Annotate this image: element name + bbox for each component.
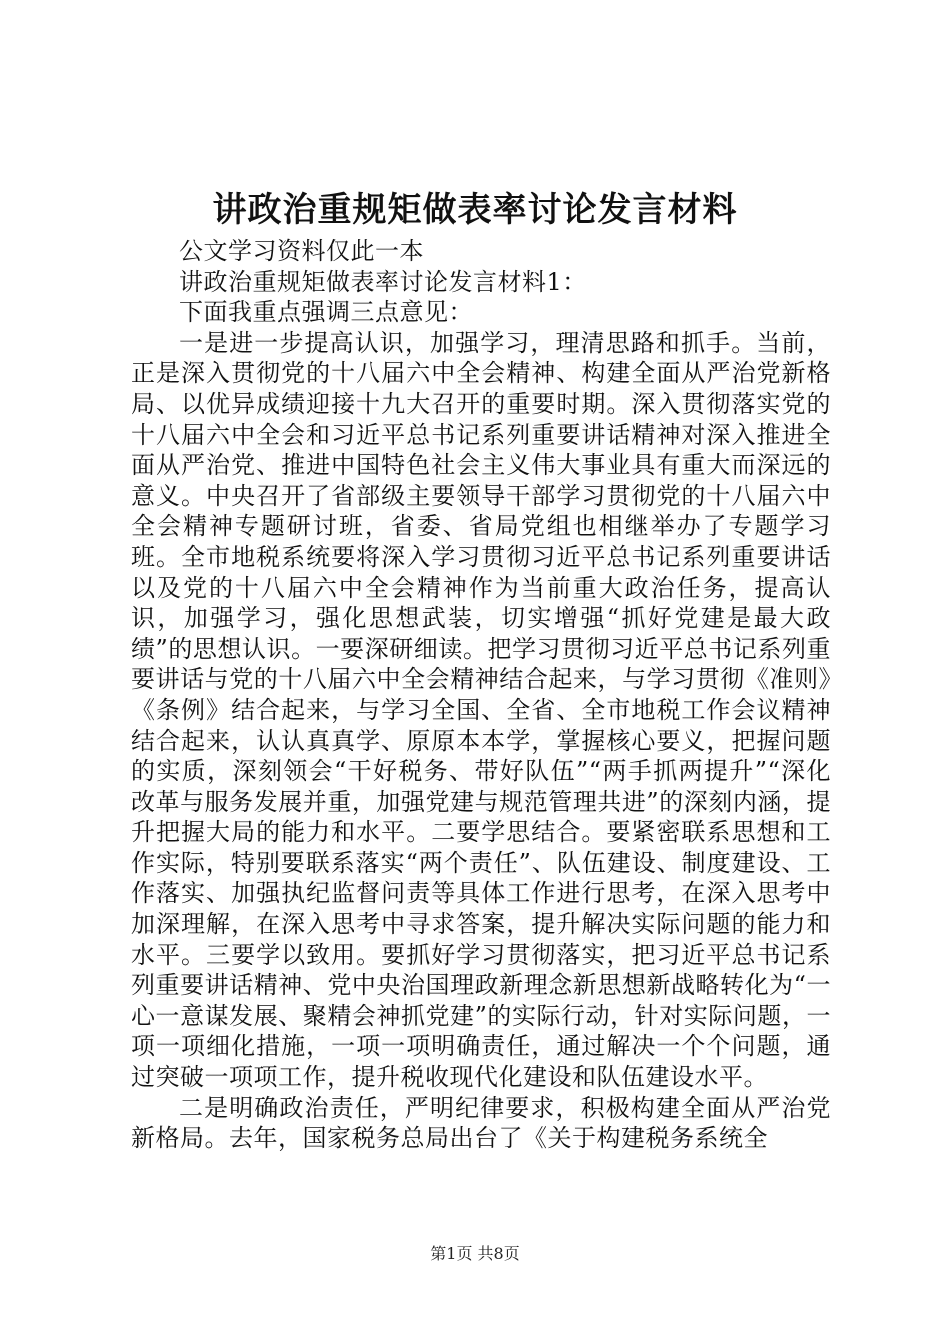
paragraph-note: 公文学习资料仅此一本 bbox=[179, 237, 424, 265]
document-body bbox=[131, 236, 831, 1154]
paragraph-subtitle: 讲政治重规矩做表率讨论发言材料1： bbox=[179, 267, 587, 296]
page-number-footer: 第1页 共8页 bbox=[430, 1244, 520, 1263]
paragraph-point-two: 二是明确政治责任，严明纪律要求，积极构建全面从严治党新格局。去年，国家税务总局出台了《关于构建税务系统全 bbox=[131, 1093, 831, 1153]
paragraph-point-one: 一是进一步提高认识，加强学习，理清思路和抓手。当前，正是深入贯彻党的十八届六中全会精神、构建全面从严治党新格局、以优异成绩迎接十九大召开的重要时期。深入贯彻落实党的十八届六中全会和习近平总书记系列重要讲话精神对深入推进全面从严治党、推进中国特色社会主义伟大事业具有重大而深远的意义。中央召开了省部级主要领导干部学习贯彻党的十八届六中全会精神专题研讨班，省委、省局党组也相继举办了专题学习班。全市地税系统要将深入学习贯彻习近平总书记系列重要讲话以及党的十八届六中全会精神作为当前重大政治任务，提高认识，加强学习，强化思想武装，切实增强“抓好党建是最大政绩”的思想认识。一要深研细读。把学习贯彻习近平总书记系列重要讲话与党的十八届六中全会精神结合起来，与学习贯彻《准则》《条例》结合起来，与学习全国、全省、全市地税工作会议精神结合起来，认认真真学、原原本本学，掌握核心要义，把握问题的实质，深刻领会“干好税务、带好队伍”“两手抓两提升”“深化改革与服务发展并重，加强党建与规范管理共进”的深刻内涵，提升把握大局的能力和水平。二要学思结合。要紧密联系思想和工作实际，特别要联系落实“两个责任”、队伍建设、制度建设、工作落实、加强执纪监督问责等具体工作进行思考，在深入思考中加深理解，在深入思考中寻求答案，提升解决实际问题的能力和水平。三要学以致用。要抓好学习贯彻落实，把习近平总书记系列重要讲话精神、党中央治国理政新理念新思想新战略转化为“一心一意谋发展、聚精会神抓党建”的实际行动，针对实际问题，一项一项细化措施，一项一项明确责任，通过解决一个个问题，通过突破一项项工作，提升税收现代化建设和队伍建设水平。 bbox=[131, 328, 831, 1092]
document-title: 讲政治重规矩做表率讨论发言材料 bbox=[212, 190, 738, 230]
paragraph-intro: 下面我重点强调三点意见： bbox=[179, 298, 473, 327]
